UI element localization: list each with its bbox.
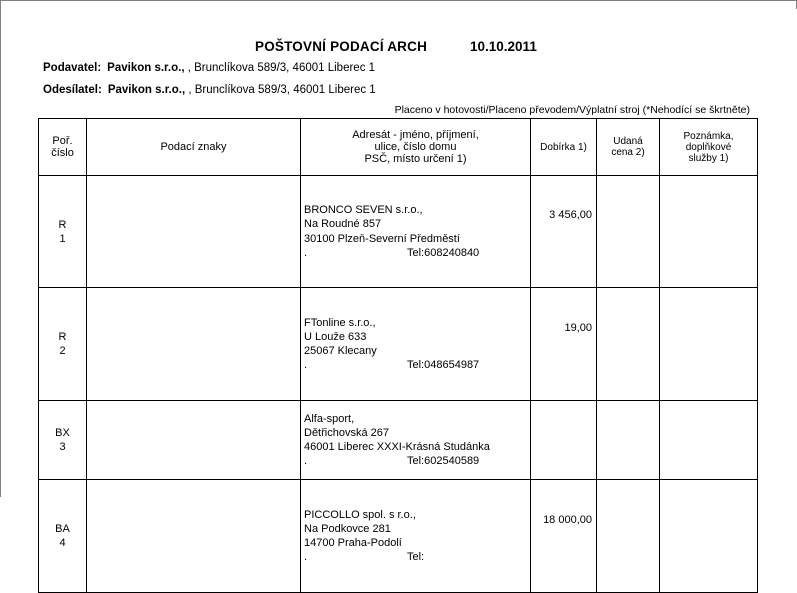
col-header-number: Poř. číslo xyxy=(39,119,87,176)
address-cell: Alfa-sport, Dětřichovská 267 46001 Liberec XXXI-Krásná Studánka . Tel:602540589 xyxy=(301,401,531,480)
table-row xyxy=(39,288,758,401)
cod-cell xyxy=(531,401,597,480)
sender-address: , Brunclíkova 589/3, 46001 Liberec 1 xyxy=(187,62,376,74)
note-cell xyxy=(660,480,758,593)
declared-value-cell xyxy=(597,176,660,288)
table-header-row xyxy=(39,119,758,176)
note-cell xyxy=(660,401,758,480)
page-border-left xyxy=(0,0,1,497)
col-header-address: Adresát - jméno, příjmení, ulice, číslo domu PSČ, místo určení 1) xyxy=(301,119,531,176)
address-cell: PICCOLLO spol. s r.o., Na Podkovce 281 14700 Praha-Podolí . Tel: xyxy=(301,480,531,593)
cod-cell: 3 456,00 xyxy=(531,176,597,288)
col-header-declared-value: Udaná cena 2) xyxy=(597,119,660,176)
row-number-cell: BX 3 xyxy=(39,401,87,480)
row-number-cell: R 1 xyxy=(39,176,87,288)
marks-cell xyxy=(87,401,301,480)
note-cell xyxy=(660,288,758,401)
row-number-cell: R 2 xyxy=(39,288,87,401)
marks-cell xyxy=(87,480,301,593)
col-header-cod: Dobírka 1) xyxy=(531,119,597,176)
address-cell: BRONCO SEVEN s.r.o., Na Roudné 857 30100 Plzeň-Severní Předměstí . Tel:608240840 xyxy=(301,176,531,288)
sender-name: Pavikon s.r.o., xyxy=(107,62,185,74)
shipment-table xyxy=(38,118,758,593)
consignor-line xyxy=(43,84,376,96)
payment-method-note: Placeno v hotovosti/Placeno převodem/Výplatní stroj (*Nehodící se škrtněte) xyxy=(394,104,750,116)
sender-label: Podavatel: xyxy=(43,62,102,74)
document-title: POŠTOVNÍ PODACÍ ARCH xyxy=(255,39,428,54)
col-header-note: Poznámka, doplňkové služby 1) xyxy=(660,119,758,176)
marks-cell xyxy=(87,288,301,401)
note-cell xyxy=(660,176,758,288)
row-number-cell: BA 4 xyxy=(39,480,87,593)
address-cell: FTonline s.r.o., U Louže 633 25067 Klecany . Tel:048654987 xyxy=(301,288,531,401)
cod-cell: 19,00 xyxy=(531,288,597,401)
sender-line xyxy=(43,62,375,74)
declared-value-cell xyxy=(597,480,660,593)
page-border-top xyxy=(0,0,797,1)
declared-value-cell xyxy=(597,401,660,480)
declared-value-cell xyxy=(597,288,660,401)
table-row xyxy=(39,401,758,480)
cod-cell: 18 000,00 xyxy=(531,480,597,593)
marks-cell xyxy=(87,176,301,288)
consignor-address: , Brunclíkova 589/3, 46001 Liberec 1 xyxy=(188,84,376,96)
table-row xyxy=(39,176,758,288)
document-date: 10.10.2011 xyxy=(470,39,537,54)
table-row xyxy=(39,480,758,593)
consignor-name: Pavikon s.r.o., xyxy=(107,84,186,96)
consignor-label: Odesílatel: xyxy=(43,84,102,96)
page-corner-mark xyxy=(788,0,797,9)
col-header-marks: Podací znaky xyxy=(87,119,301,176)
